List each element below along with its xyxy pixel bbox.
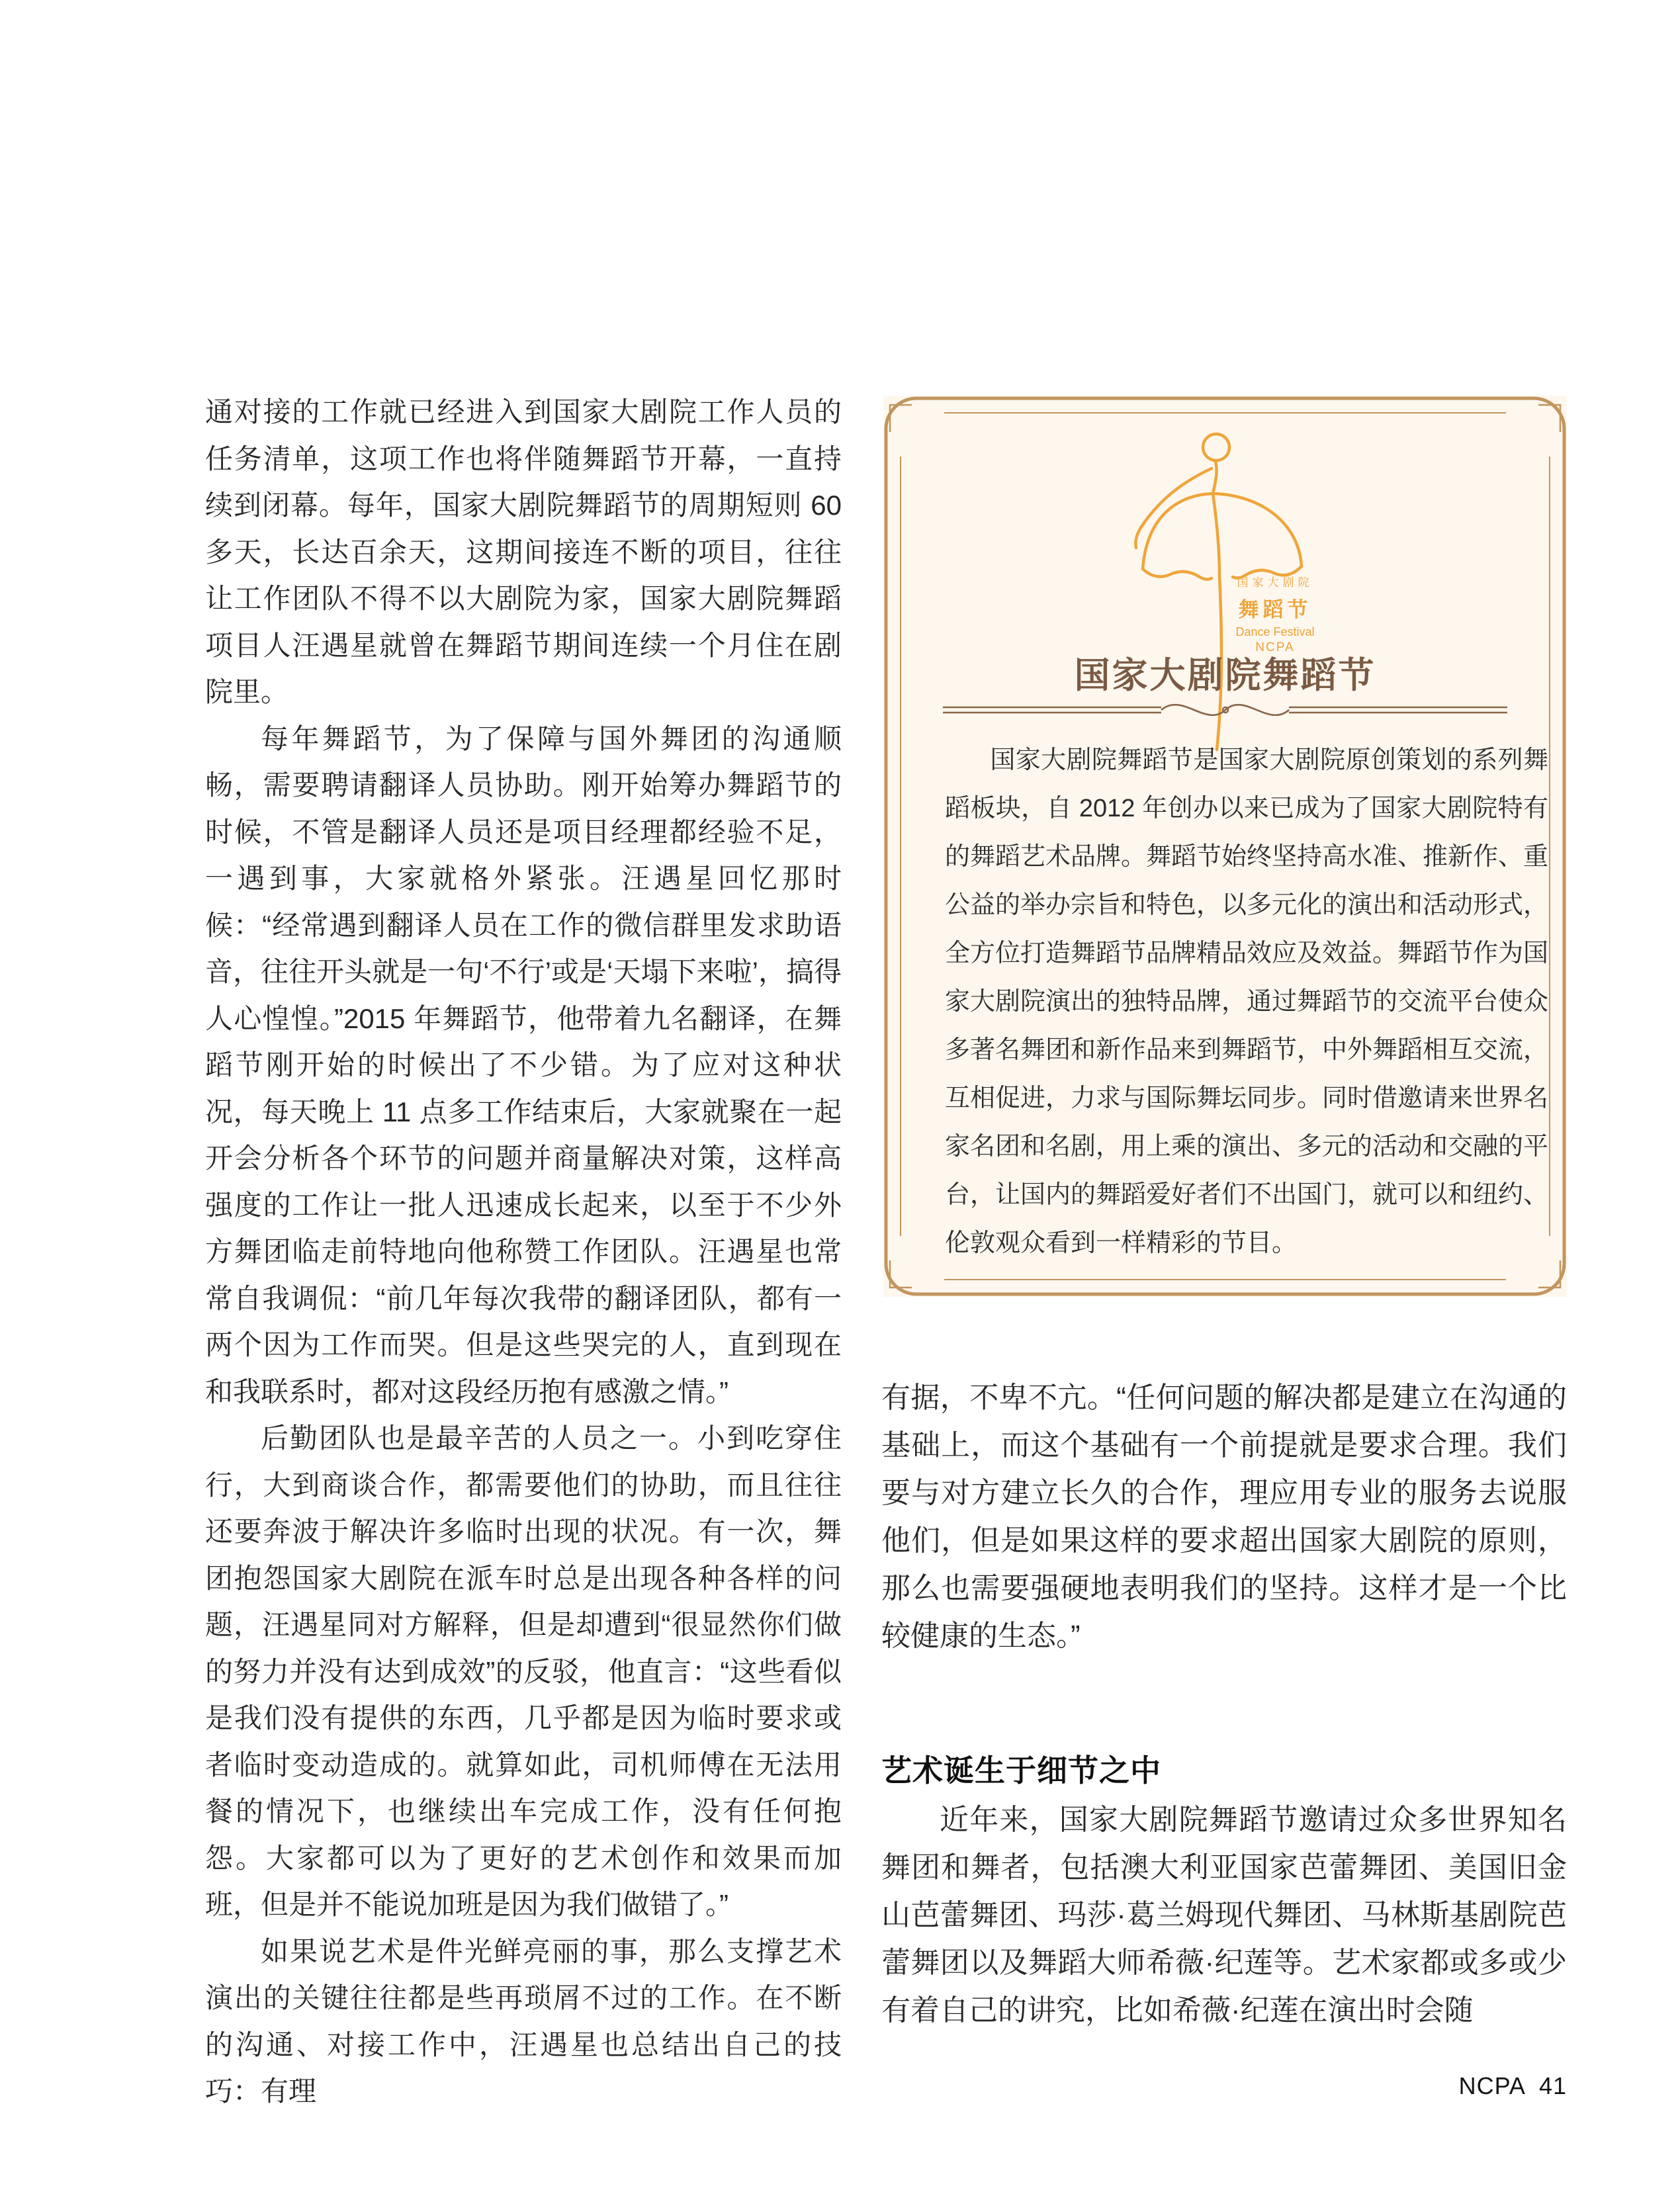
logo-cn-big-label: 舞蹈节 xyxy=(1238,598,1312,621)
body-paragraph: 近年来，国家大剧院舞蹈节邀请过众多世界知名舞团和舞者，包括澳大利亚国家芭蕾舞团、美国旧金山芭蕾舞团、玛莎·葛兰姆现代舞团、马林斯基剧院芭蕾舞团以及舞蹈大师希薇·纪莲等。艺术家都或多或少有着自己的讲究，比如希薇·纪莲在演出时会随 xyxy=(881,1804,1567,2027)
logo-ncpa-label: NCPA xyxy=(1255,640,1295,654)
body-paragraph: 有据，不卑不亢。“任何问题的解决都是建立在沟通的基础上，而这个基础有一个前提就是要求合理。我们要与对方建立长久的合作，理应用专业的服务去说服他们，但是如果这样的要求超出国家大剧院的原则，那么也需要强硬地表明我们的坚持。这样才是一个比较健康的生态。” xyxy=(881,1381,1567,1652)
flourish-divider xyxy=(943,695,1507,728)
dance-festival-logo xyxy=(1209,573,1341,655)
logo-cn-small-label: 国家大剧院 xyxy=(1237,576,1313,589)
body-paragraph: 通对接的工作就已经进入到国家大剧院工作人员的任务清单，这项工作也将伴随舞蹈节开幕，一直持续到闭幕。每年，国家大剧院舞蹈节的周期短则 60 多天，长达百余天，这期间接连不断的项目，往往让工作团队不得不以大剧院为家，国家大剧院舞蹈项目人汪遇星就曾在舞蹈节期间连续一个月住在剧院里。 xyxy=(205,396,842,707)
body-paragraph: 如果说艺术是件光鲜亮丽的事，那么支撑艺术演出的关键往往都是些再琐屑不过的工作。在不断的沟通、对接工作中，汪遇星也总结出自己的技巧：有理 xyxy=(205,1935,842,2107)
info-box-title: 国家大剧院舞蹈节 xyxy=(1074,656,1376,695)
footer-page-number: 41 xyxy=(1538,2072,1567,2099)
footer-brand: NCPA xyxy=(1458,2072,1526,2099)
logo-en-label: Dance Festival xyxy=(1235,625,1315,638)
page-footer xyxy=(1323,2072,1567,2100)
body-paragraph: 每年舞蹈节，为了保障与国外舞团的沟通顺畅，需要聘请翻译人员协助。刚开始筹办舞蹈节的时候，不管是翻译人员还是项目经理都经验不足，一遇到事，大家就格外紧张。汪遇星回忆那时候：“经常遇到翻译人员在工作的微信群里发求助语音，往往开头就是一句‘不行’或是‘天塌下来啦’，搞得人心惶惶。”2015 年舞蹈节，他带着九名翻译，在舞蹈节刚开始的时候出了不少错。为了应对这种状况，每天晚上 11 点多工作结束后，大家就聚在一起开会分析各个环节的问题并商量解决对策，这样高强度的工作让一批人迅速成长起来，以至于不少外方舞团临走前特地向他称赞工作团队。汪遇星也常常自我调侃：“前几年每次我带的翻译团队，都有一两个因为工作而哭。但是这些哭完的人，直到现在和我联系时，都对这段经历抱有感激之情。” xyxy=(205,722,842,1407)
section-heading: 艺术诞生于细节之中 xyxy=(881,1753,1161,1788)
body-paragraph: 后勤团队也是最辛苦的人员之一。小到吃穿住行，大到商谈合作，都需要他们的协助，而且往往还要奔波于解决许多临时出现的状况。有一次，舞团抱怨国家大剧院在派车时总是出现各种各样的问题，汪遇星同对方解释，但是却遭到“很显然你们做的努力并没有达到成效”的反驳，他直言：“这些看似是我们没有提供的东西，几乎都是因为临时要求或者临时变动造成的。就算如此，司机师傅在无法用餐的情况下，也继续出车完成工作，没有任何抱怨。大家都可以为了更好的艺术创作和效果而加班，但是并不能说加班是因为我们做错了。” xyxy=(205,1422,842,1920)
info-box-body-text: 国家大剧院舞蹈节是国家大剧院原创策划的系列舞蹈板块，自 2012 年创办以来已成为了国家大剧院特有的舞蹈艺术品牌。舞蹈节始终坚持高水准、推新作、重公益的举办宗旨和特色，以多元化的演出和活动形式，全方位打造舞蹈节品牌精品效应及效益。舞蹈节作为国家大剧院演出的独特品牌，通过舞蹈节的交流平台使众多著名舞团和新作品来到舞蹈节，中外舞蹈相互交流，互相促进，力求与国际舞坛同步。同时借邀请来世界名家名团和名剧，用上乘的演出、多元的活动和交融的平台，让国内的舞蹈爱好者们不出国门，就可以和纽约、伦敦观众看到一样精彩的节目。 xyxy=(945,746,1549,1257)
article-column-left xyxy=(205,389,842,2115)
festival-info-box xyxy=(883,396,1567,1297)
